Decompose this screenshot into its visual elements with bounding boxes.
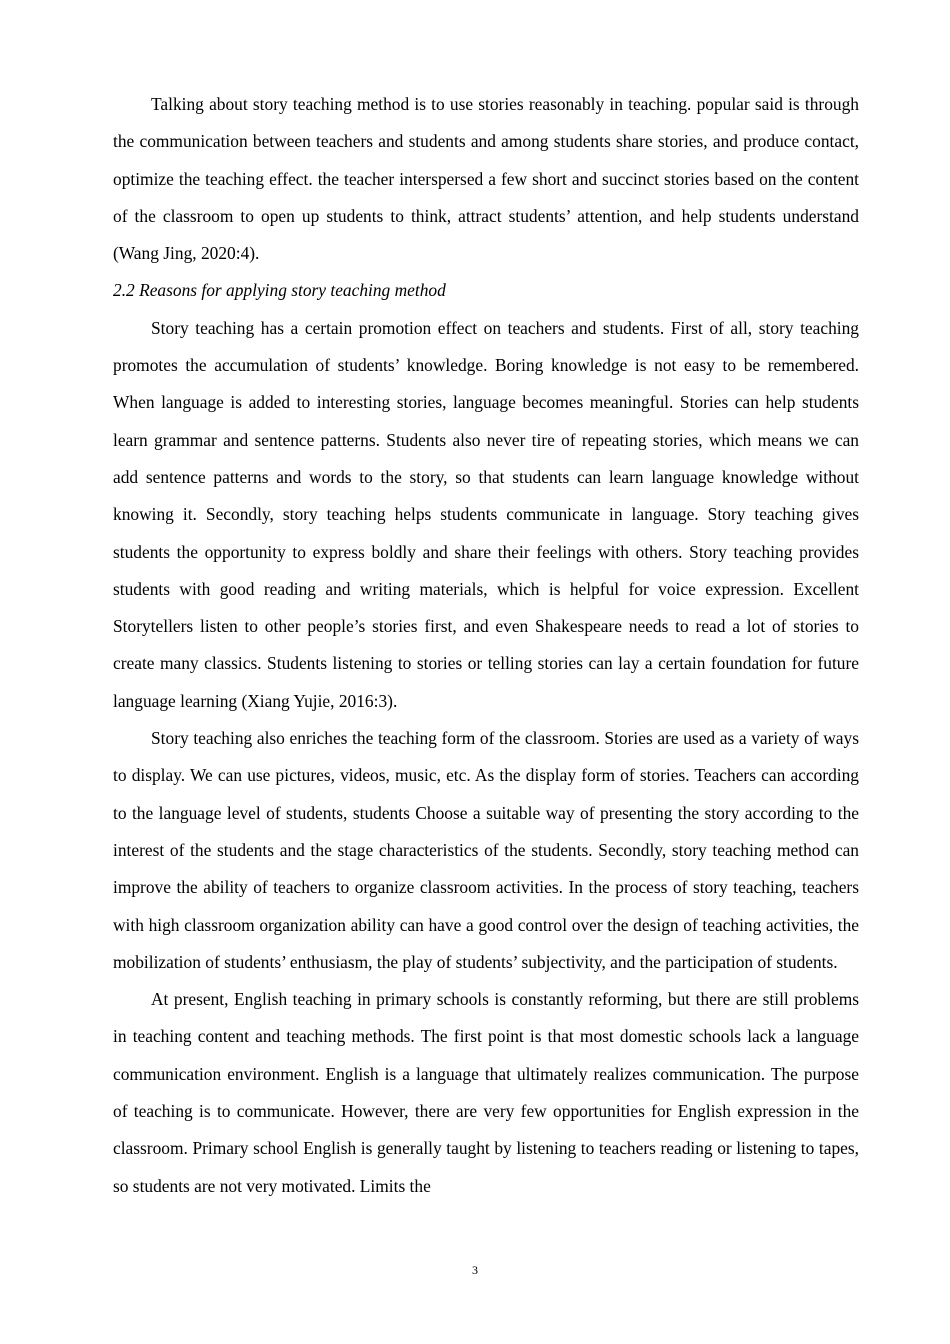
paragraph-teaching-form: Story teaching also enriches the teaching form of the classroom. Stories are used as a variety of ways to display. We can use pictures, videos, music, etc. As the display form of stories. Teachers can according to the language level of students, students Choose a suitable way of presenting the story according to the interest of the students and the stage characteristics of the students. Secondly, story teaching method can improve the ability of teachers to organize classroom activities. In the process of story teaching, teachers with high classroom organization ability can have a good control over the design of teaching activities, the mobilization of students’ enthusiasm, the play of students’ subjectivity, and the participation of students.	[113, 728, 859, 972]
section-heading: 2.2 Reasons for applying story teaching method	[113, 280, 446, 301]
paragraph-story-teaching-definition: Talking about story teaching method is to use stories reasonably in teaching. popular said is through the communication between teachers and students and among students share stories, and produce contact, optimize the teaching effect. the teacher interspersed a few short and succinct stories based on the content of the classroom to open up students to think, attract students’ attention, and help students understand (Wang Jing, 2020:4).	[113, 94, 859, 264]
paragraph-current-problems: At present, English teaching in primary schools is constantly reforming, but there are still problems in teaching content and teaching methods. The first point is that most domestic schools lack a language communication environment. English is a language that ultimately realizes communication. The purpose of teaching is to communicate. However, there are very few opportunities for English expression in the classroom. Primary school English is generally taught by listening to teachers reading or listening to tapes, so students are not very motivated. Limits the	[113, 989, 859, 1196]
document-body	[113, 86, 859, 1205]
page-number: 3	[472, 1263, 478, 1277]
paragraph-reasons-students: Story teaching has a certain promotion effect on teachers and students. First of all, story teaching promotes the accumulation of students’ knowledge. Boring knowledge is not easy to be remembered. When language is added to interesting stories, language becomes meaningful. Stories can help students learn grammar and sentence patterns. Students also never tire of repeating stories, which means we can add sentence patterns and words to the story, so that students can learn language knowledge without knowing it. Secondly, story teaching helps students communicate in language. Story teaching gives students the opportunity to express boldly and share their feelings with others. Story teaching provides students with good reading and writing materials, which is helpful for voice expression. Excellent Storytellers listen to other people’s stories first, and even Shakespeare needs to read a lot of stories to create many classics. Students listening to stories or telling stories can lay a certain foundation for future language learning (Xiang Yujie, 2016:3).	[113, 317, 859, 711]
